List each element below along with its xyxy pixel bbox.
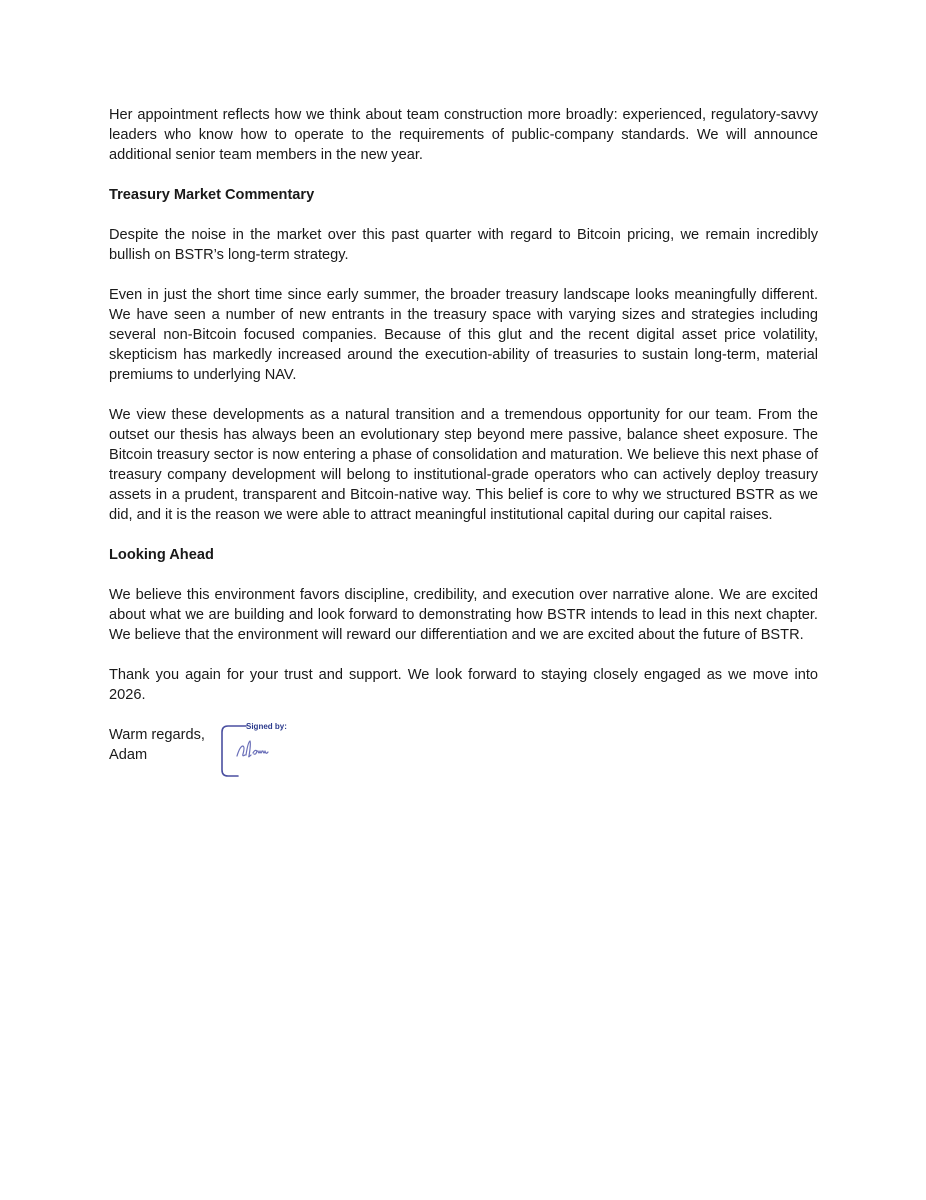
paragraph-appointment: Her appointment reflects how we think about team construction more broadly: experienced, regulatory-savvy leaders who know how to operate to the requirements of public-company standards. We will announce additional senior team members in the new year. xyxy=(109,107,818,163)
paragraph-market-noise: Despite the noise in the market over this past quarter with regard to Bitcoin pricing, we remain incredibly bullish on BSTR’s long-term strategy. xyxy=(109,227,818,263)
paragraph-thank-you: Thank you again for your trust and support. We look forward to staying closely engaged as we move into 2026. xyxy=(109,667,818,703)
signature-label: Signed by: xyxy=(246,722,287,731)
paragraph-natural-transition: We view these developments as a natural transition and a tremendous opportunity for our team. From the outset our thesis has always been an evolutionary step beyond mere passive, balance sheet exposure. The Bitcoin treasury sector is now entering a phase of consolidation and maturation. We believe this next phase of treasury company development will belong to institutional-grade operators who can actively deploy treasury assets in a prudent, transparent and Bitcoin-native way. This belief is core to why we structured BSTR as we did, and it is the reason we were able to attract meaningful institutional capital during our capital raises. xyxy=(109,407,818,523)
heading-treasury-market-commentary: Treasury Market Commentary xyxy=(109,187,315,203)
letter-body xyxy=(109,105,818,765)
closing-salutation: Warm regards, xyxy=(109,727,205,743)
paragraph-treasury-landscape: Even in just the short time since early summer, the broader treasury landscape looks meaningfully different. We have seen a number of new entrants in the treasury space with varying sizes and strategies including several non-Bitcoin focused companies. Because of this glut and the recent digital asset price volatility, skepticism has markedly increased around the execution-ability of treasuries to sustain long-term, material premiums to underlying NAV. xyxy=(109,287,818,383)
e-signature xyxy=(220,722,300,778)
closing-name: Adam xyxy=(109,747,148,763)
heading-looking-ahead: Looking Ahead xyxy=(109,547,214,563)
closing-block xyxy=(109,722,818,765)
handwritten-signature-icon xyxy=(234,738,278,764)
paragraph-environment: We believe this environment favors discipline, credibility, and execution over narrative alone. We are excited about what we are building and look forward to demonstrating how BSTR intends to lead in this next chapter. We believe that the environment will reward our differentiation and we are excited about the future of BSTR. xyxy=(109,587,818,643)
